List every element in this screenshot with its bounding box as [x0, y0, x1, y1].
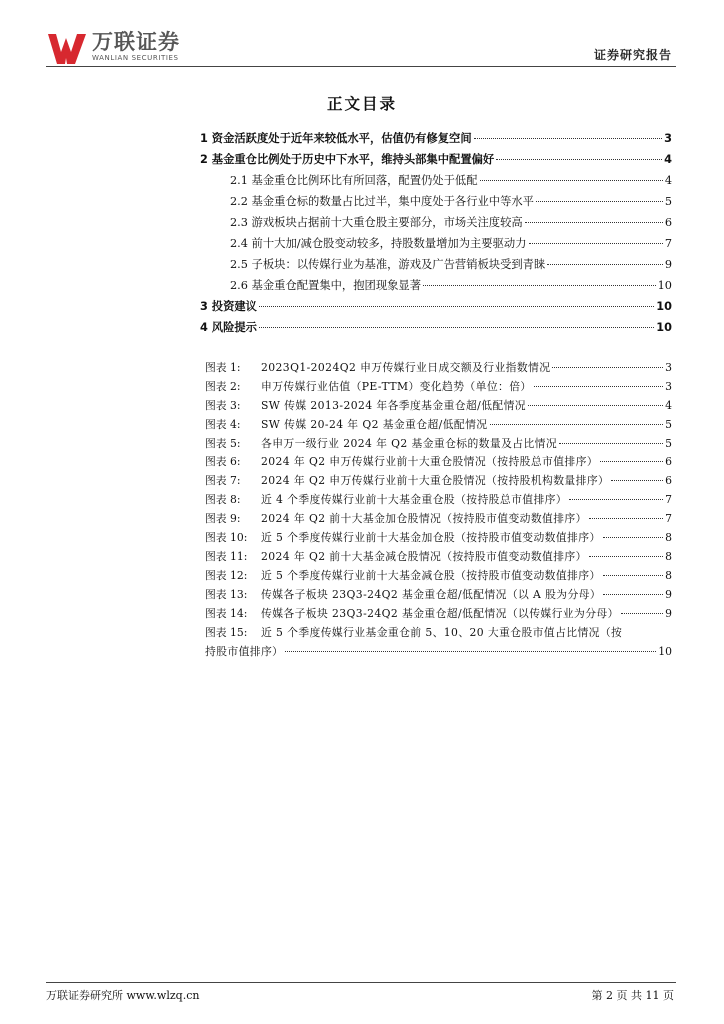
- toc-entry-title: 2 基金重仓比例处于历史中下水平，维持头部集中配置偏好: [200, 153, 495, 166]
- figure-leader-dots: [603, 575, 663, 576]
- figure-page: 6: [665, 474, 672, 488]
- toc-leader-dots: [259, 306, 654, 307]
- toc-leader-dots: [496, 159, 662, 160]
- figure-leader-dots: [589, 556, 663, 557]
- figure-label: 图表 5:: [205, 436, 241, 450]
- toc-entry-page: 10: [657, 279, 672, 292]
- figure-page: 10: [658, 645, 672, 659]
- toc-entry-page: 4: [664, 153, 672, 166]
- figure-entry[interactable]: [205, 454, 672, 473]
- figure-title: 近 5 个季度传媒行业基金重仓前 5、10、20 大重仓股市值占比情况（按: [261, 626, 623, 640]
- toc-entry[interactable]: [200, 151, 672, 172]
- footer-divider: [46, 982, 676, 983]
- figure-label: 图表 13:: [205, 587, 248, 601]
- figure-entry[interactable]: [205, 511, 672, 530]
- figure-title: 各申万一级行业 2024 年 Q2 基金重仓标的数量及占比情况: [261, 436, 558, 450]
- toc-entry[interactable]: [200, 256, 672, 277]
- logo-chinese-name: 万联证券: [92, 30, 180, 54]
- toc-entry-title: 2.3 游戏板块占据前十大重仓股主要部分，市场关注度较高: [230, 216, 523, 229]
- toc-entry-page: 10: [656, 300, 672, 313]
- toc-leader-dots: [474, 138, 663, 139]
- figure-leader-dots: [589, 518, 663, 519]
- figure-entry[interactable]: [205, 398, 672, 417]
- toc-entry[interactable]: [200, 277, 672, 298]
- toc-entry[interactable]: [200, 193, 672, 214]
- figure-leader-dots: [552, 367, 663, 368]
- toc-entry[interactable]: [200, 319, 672, 340]
- figure-entry[interactable]: [205, 473, 672, 492]
- figure-entry[interactable]: [205, 436, 672, 455]
- figure-entry[interactable]: [205, 360, 672, 379]
- header-divider: [46, 66, 676, 67]
- toc-entry[interactable]: [200, 235, 672, 256]
- logo-english-name: WANLIAN SECURITIES: [92, 54, 179, 62]
- figure-page: 8: [665, 549, 672, 563]
- figure-leader-dots: [611, 480, 663, 481]
- toc-entry-title: 2.2 基金重仓标的数量占比过半，集中度处于各行业中等水平: [230, 195, 534, 208]
- figure-page: 5: [665, 436, 672, 450]
- toc-leader-dots: [529, 243, 663, 244]
- figure-label: 图表 11:: [205, 549, 248, 563]
- figure-entry[interactable]: [205, 587, 672, 606]
- figure-leader-dots: [621, 613, 663, 614]
- figure-entry[interactable]: [205, 568, 672, 587]
- figure-page: 6: [665, 455, 672, 469]
- toc-entry-title: 2.4 前十大加/减仓股变动较多，持股数量增加为主要驱动力: [230, 237, 527, 250]
- figure-entry[interactable]: [205, 492, 672, 511]
- figure-leader-dots: [603, 594, 663, 595]
- toc-leader-dots: [536, 201, 663, 202]
- figure-leader-dots: [559, 443, 663, 444]
- figure-label: 图表 3:: [205, 398, 241, 412]
- wanlian-logo-icon: [46, 30, 88, 66]
- figure-title: SW 传媒 2013-2024 年各季度基金重仓超/低配情况: [261, 398, 526, 412]
- figure-entry[interactable]: [205, 606, 672, 625]
- figure-page: 3: [665, 379, 672, 393]
- toc-entry-page: 4: [664, 174, 672, 187]
- figure-page: 7: [665, 512, 672, 526]
- figure-entry[interactable]: [205, 379, 672, 398]
- figure-title: SW 传媒 20-24 年 Q2 基金重仓超/低配情况: [261, 417, 488, 431]
- toc-entry[interactable]: [200, 214, 672, 235]
- toc-entry-title: 4 风险提示: [200, 321, 257, 334]
- table-of-contents: [200, 130, 672, 340]
- figure-title: 近 5 个季度传媒行业前十大基金加仓股（按持股市值变动数值排序）: [261, 531, 601, 545]
- figure-page: 3: [665, 361, 672, 374]
- figure-title: 近 5 个季度传媒行业前十大基金减仓股（按持股市值变动数值排序）: [261, 568, 601, 582]
- figure-title: 2024 年 Q2 申万传媒行业前十大重仓股情况（按持股机构数量排序）: [261, 474, 610, 488]
- toc-entry-title: 2.1 基金重仓比例环比有所回落，配置仍处于低配: [230, 174, 478, 187]
- figure-page: 7: [665, 493, 672, 507]
- page-number: 第 2 页 共 11 页: [591, 989, 674, 1002]
- figure-list: [205, 360, 672, 662]
- footer-source: 万联证券研究所 www.wlzq.cn: [46, 989, 200, 1002]
- toc-entry[interactable]: [200, 172, 672, 193]
- figure-title: 申万传媒行业估值（PE-TTM）变化趋势（单位：倍）: [261, 379, 532, 393]
- figure-title: 2023Q1-2024Q2 申万传媒行业日成交额及行业指数情况: [261, 361, 551, 374]
- figure-title-continued: 持股市值排序）: [205, 645, 284, 659]
- figure-label: 图表 9:: [205, 512, 241, 526]
- figure-leader-dots: [600, 461, 663, 462]
- figure-label: 图表 10:: [205, 531, 248, 545]
- toc-leader-dots: [480, 180, 663, 181]
- figure-label: 图表 2:: [205, 379, 241, 393]
- figure-page: 8: [665, 568, 672, 582]
- figure-page: 5: [665, 417, 672, 431]
- toc-leader-dots: [259, 327, 654, 328]
- toc-entry[interactable]: [200, 130, 672, 151]
- figure-label: 图表 14:: [205, 606, 248, 620]
- figure-label: 图表 8:: [205, 493, 241, 507]
- toc-entry-title: 2.5 子板块：以传媒行业为基准，游戏及广告营销板块受到青睐: [230, 258, 546, 271]
- figure-title: 近 4 个季度传媒行业前十大基金重仓股（按持股总市值排序）: [261, 493, 568, 507]
- company-logo: [46, 30, 180, 70]
- toc-entry-page: 10: [656, 321, 672, 334]
- toc-leader-dots: [423, 285, 656, 286]
- toc-leader-dots: [547, 264, 663, 265]
- figure-title: 2024 年 Q2 前十大基金加仓股情况（按持股市值变动数值排序）: [261, 512, 587, 526]
- toc-leader-dots: [525, 222, 663, 223]
- page-header: [0, 0, 724, 70]
- figure-title: 传媒各子板块 23Q3-24Q2 基金重仓超/低配情况（以传媒行业为分母）: [261, 606, 619, 620]
- report-type-label: 证券研究报告: [593, 48, 672, 62]
- figure-leader-dots: [490, 424, 664, 425]
- figure-label: 图表 4:: [205, 417, 241, 431]
- toc-entry[interactable]: [200, 298, 672, 319]
- figure-label: 图表 1:: [205, 361, 241, 374]
- toc-entry-page: 9: [664, 258, 672, 271]
- figure-title: 2024 年 Q2 前十大基金减仓股情况（按持股市值变动数值排序）: [261, 549, 587, 563]
- figure-leader-dots: [603, 537, 663, 538]
- figure-page: 9: [665, 587, 672, 601]
- toc-entry-page: 6: [664, 216, 672, 229]
- figure-page: 4: [665, 398, 672, 412]
- toc-entry-title: 1 资金活跃度处于近年来较低水平，估值仍有修复空间: [200, 132, 472, 145]
- figure-leader-dots: [569, 499, 663, 500]
- figure-title: 传媒各子板块 23Q3-24Q2 基金重仓超/低配情况（以 A 股为分母）: [261, 587, 602, 601]
- toc-entry-page: 7: [664, 237, 672, 250]
- figure-leader-dots: [285, 651, 656, 652]
- figure-page: 9: [665, 606, 672, 620]
- figure-entry[interactable]: [205, 624, 672, 662]
- toc-entry-title: 2.6 基金重仓配置集中，抱团现象显著: [230, 279, 422, 292]
- figure-entry[interactable]: [205, 549, 672, 568]
- figure-page: 8: [665, 531, 672, 545]
- figure-label: 图表 15:: [205, 626, 248, 640]
- toc-entry-page: 3: [664, 132, 672, 145]
- figure-label: 图表 6:: [205, 455, 241, 469]
- figure-leader-dots: [528, 405, 663, 406]
- figure-entry[interactable]: [205, 530, 672, 549]
- toc-entry-title: 3 投资建议: [200, 300, 257, 313]
- page-title: 正文目录: [326, 95, 397, 113]
- toc-entry-page: 5: [664, 195, 672, 208]
- figure-title: 2024 年 Q2 申万传媒行业前十大重仓股情况（按持股总市值排序）: [261, 455, 599, 469]
- figure-entry[interactable]: [205, 417, 672, 436]
- figure-leader-dots: [534, 386, 664, 387]
- figure-label: 图表 7:: [205, 474, 241, 488]
- figure-label: 图表 12:: [205, 568, 248, 582]
